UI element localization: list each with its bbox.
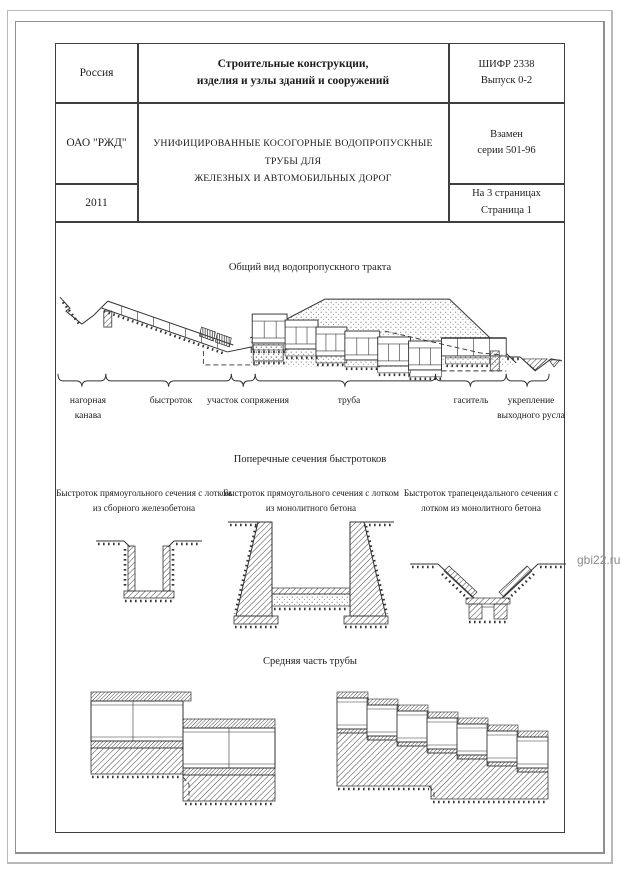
label-chute: быстроток	[149, 396, 193, 406]
cipher-line1: ШИФР 2338	[478, 58, 535, 70]
replaces-line1: Взамен	[490, 128, 523, 140]
cell-pages	[449, 184, 564, 221]
pipe-middle-seven-sections	[335, 689, 550, 811]
cell-year	[56, 184, 137, 221]
middle-part-title: Средняя часть трубы	[263, 656, 357, 667]
general-view-title: Общий вид водопропускного тракта	[228, 262, 392, 273]
label-junction-section: участок сопряжения	[206, 396, 290, 406]
brace-row	[58, 374, 549, 387]
series-title-line1: Строительные конструкции,	[217, 58, 369, 71]
general-view-drawing	[56, 281, 564, 396]
cell-replaces	[449, 103, 564, 183]
cell-document-title	[138, 103, 448, 220]
cell-series-title	[138, 44, 448, 102]
year-label: 2011	[85, 196, 108, 209]
pipe-middle-two-sections	[89, 689, 279, 811]
section-trapezoid-chute	[408, 544, 568, 644]
document-title-line2: ЖЕЛЕЗНЫХ И АВТОМОБИЛЬНЫХ ДОРОГ	[194, 173, 392, 185]
table-hline-3	[56, 221, 564, 223]
document-title-line1: УНИФИЦИРОВАННЫЕ КОСОГОРНЫЕ ВОДОПРОПУСКНЫЕ ТРУБЫ ДЛЯ	[153, 138, 433, 167]
pages-line2: Страница 1	[481, 204, 532, 216]
cell-organization	[56, 103, 137, 183]
label-pipe: труба	[337, 396, 361, 406]
caption-precast-rect-chute: Быстроток прямоугольного сечения с лотком из сборного железобетона	[56, 488, 232, 513]
label-outlet-reinforcement: укрепление выходного русла	[497, 396, 565, 421]
watermark-gbi22: gbi22.ru	[577, 553, 620, 567]
replaces-line2: серии 501-96	[477, 145, 536, 156]
caption-monolithic-rect-chute: Быстроток прямоугольного сечения с лотком из монолитного бетона	[223, 488, 399, 513]
section-monolithic-rect-chute	[226, 516, 396, 641]
caption-monolithic-trapezoid-chute: Быстроток трапецеидального сечения с лотком из монолитного бетона	[403, 488, 559, 513]
label-upland-ditch: нагорная канава	[69, 396, 107, 421]
cipher-line2: Выпуск 0-2	[480, 75, 533, 86]
label-dissipator: гаситель	[453, 396, 489, 406]
cross-sections-title: Поперечные сечения быстротоков	[233, 454, 387, 465]
title-block-and-content	[55, 43, 565, 833]
organization-label: ОАО "РЖД"	[66, 137, 127, 149]
cell-country	[56, 44, 137, 102]
pages-line1: На 3 страницах	[472, 188, 541, 200]
series-title-line2: изделия и узлы зданий и сооружений	[196, 75, 390, 87]
country-label: Россия	[79, 67, 114, 79]
cell-cipher	[449, 44, 564, 102]
section-precast-u-channel	[94, 529, 204, 609]
